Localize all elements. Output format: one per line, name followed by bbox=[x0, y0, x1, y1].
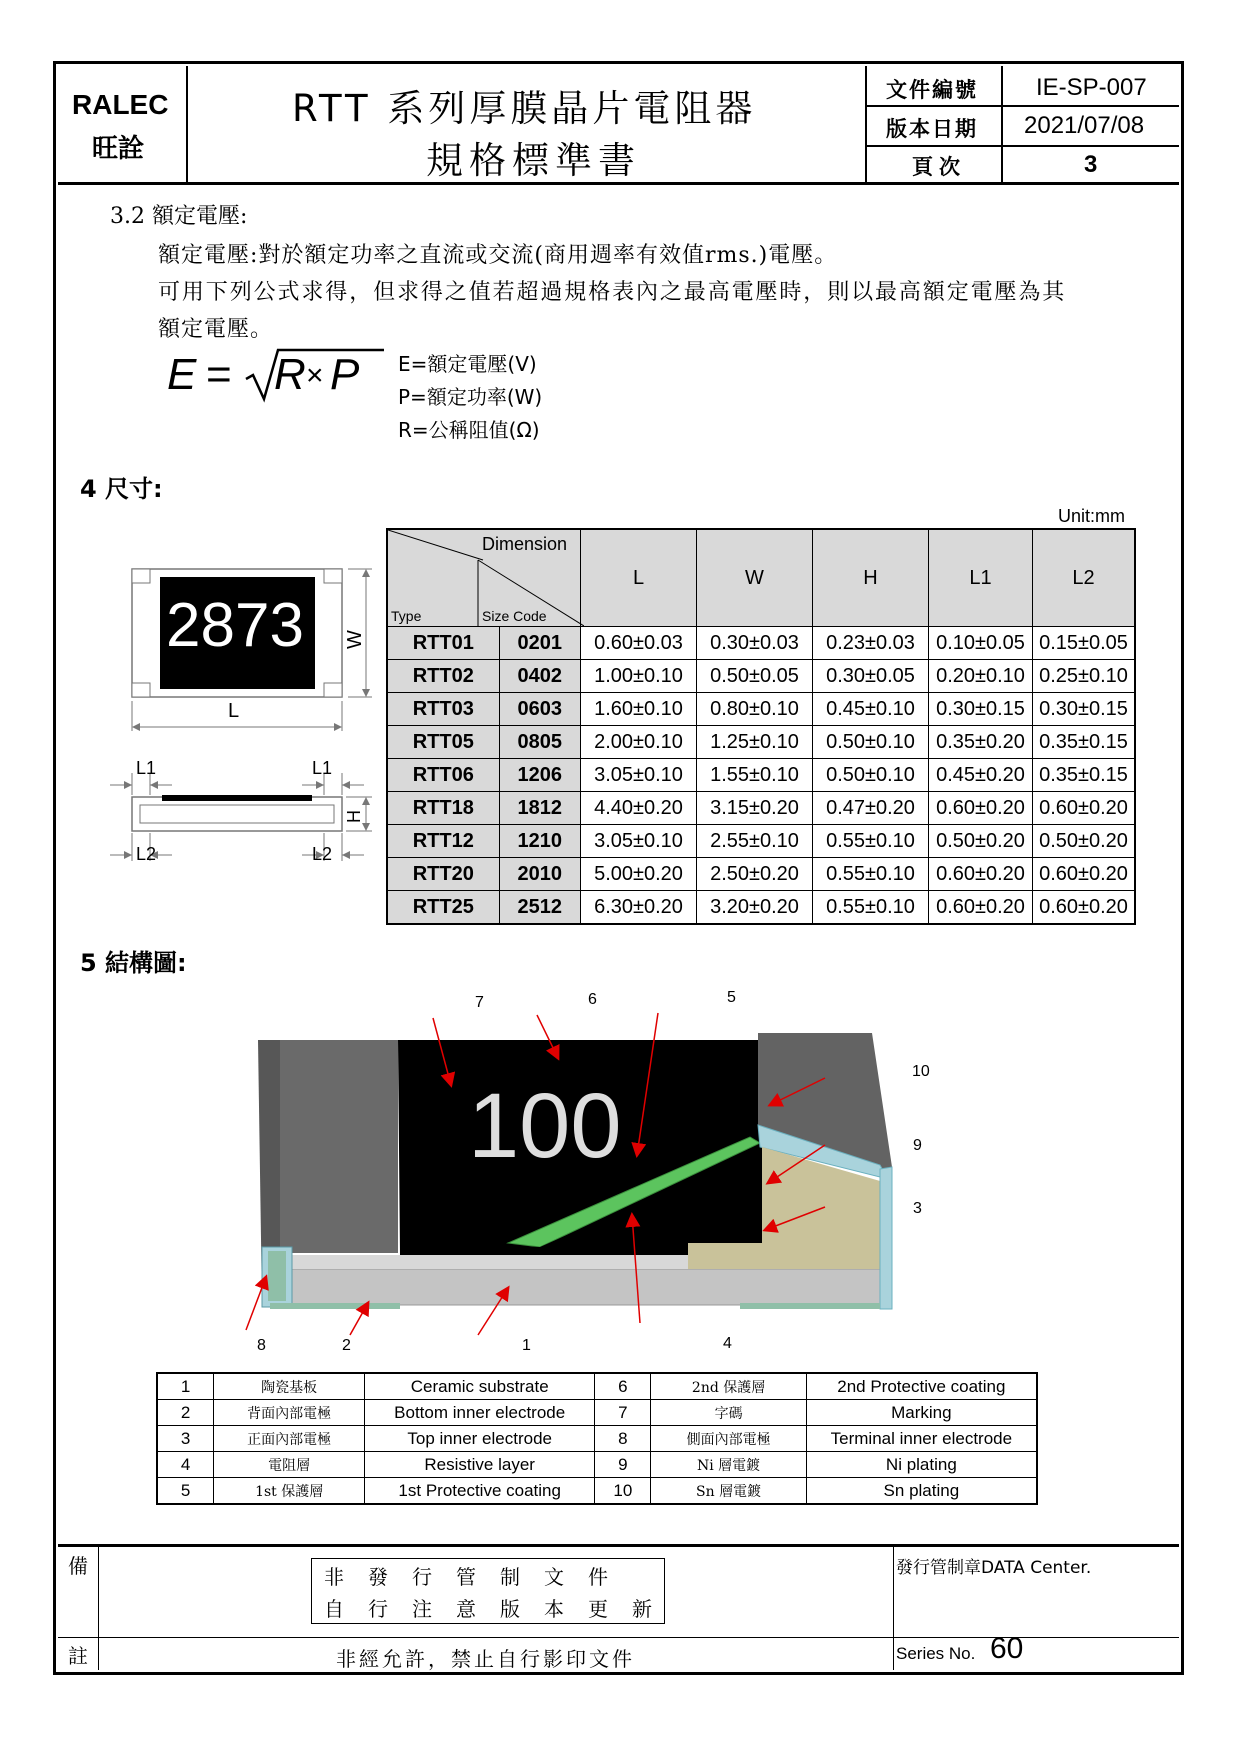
table-row bbox=[387, 792, 1135, 825]
dimension-value-cell: 0.80±0.10 bbox=[697, 693, 813, 726]
dimension-value-cell: 0.60±0.20 bbox=[929, 792, 1033, 825]
size-code-cell: 0402 bbox=[499, 660, 580, 693]
label-l1-left: L1 bbox=[136, 758, 157, 778]
part-number-cell: 1 bbox=[157, 1373, 214, 1400]
table-row bbox=[387, 858, 1135, 891]
part-number-cell: 9 bbox=[595, 1452, 651, 1478]
part-name-en-cell: Sn plating bbox=[806, 1478, 1037, 1505]
dimension-value-cell: 0.60±0.20 bbox=[929, 858, 1033, 891]
callout-3: 3 bbox=[913, 1200, 922, 1217]
part-name-en-cell: Resistive layer bbox=[365, 1452, 595, 1478]
part-name-en-cell: Bottom inner electrode bbox=[365, 1400, 595, 1426]
size-code-cell: 0805 bbox=[499, 726, 580, 759]
notice-char: 本 bbox=[544, 1596, 564, 1621]
dimension-value-cell: 6.30±0.20 bbox=[581, 891, 697, 925]
table-header-row bbox=[387, 529, 1135, 627]
dimension-value-cell: 0.20±0.10 bbox=[929, 660, 1033, 693]
dimension-value-cell: 0.60±0.20 bbox=[1033, 891, 1136, 925]
part-name-en-cell: Terminal inner electrode bbox=[806, 1426, 1037, 1452]
column-header: W bbox=[697, 529, 813, 627]
table-row bbox=[387, 693, 1135, 726]
notice-char: 版 bbox=[500, 1596, 520, 1621]
dimension-value-cell: 0.23±0.03 bbox=[813, 627, 929, 660]
notice-char: 自 bbox=[324, 1596, 344, 1621]
dimension-value-cell: 4.40±0.20 bbox=[581, 792, 697, 825]
size-code-cell: 2010 bbox=[499, 858, 580, 891]
dimension-value-cell: 0.30±0.15 bbox=[929, 693, 1033, 726]
notice-char: 制 bbox=[500, 1564, 520, 1589]
definition-e: E=額定電壓(V) bbox=[398, 352, 537, 376]
part-number-cell: 4 bbox=[157, 1452, 214, 1478]
dimension-value-cell: 0.50±0.10 bbox=[813, 726, 929, 759]
part-name-cn-cell: 陶瓷基板 bbox=[214, 1373, 365, 1400]
company-name-cn: 旺詮 bbox=[92, 134, 145, 164]
dimension-value-cell: 3.15±0.20 bbox=[697, 792, 813, 825]
dimension-value-cell: 0.50±0.05 bbox=[697, 660, 813, 693]
dimension-value-cell: 0.35±0.15 bbox=[1033, 759, 1136, 792]
issue-stamp-label: 發行管制章DATA Center. bbox=[896, 1558, 1092, 1578]
doc-no-label: 文件編號 bbox=[886, 78, 978, 102]
dimension-value-cell: 0.30±0.05 bbox=[813, 660, 929, 693]
formula-p: P bbox=[330, 350, 360, 399]
size-code-cell: 1206 bbox=[499, 759, 580, 792]
dimension-value-cell: 3.20±0.20 bbox=[697, 891, 813, 925]
dimension-value-cell: 0.45±0.20 bbox=[929, 759, 1033, 792]
part-number-cell: 2 bbox=[157, 1400, 214, 1426]
version-date-value: 2021/07/08 bbox=[1024, 112, 1145, 139]
formula bbox=[162, 345, 382, 405]
notes-label: 註 bbox=[68, 1644, 88, 1668]
paragraph-line: 可用下列公式求得，但求得之值若超過規格表內之最高電壓時，則以最高額定電壓為其 bbox=[158, 280, 1067, 305]
notice-char: 行 bbox=[368, 1596, 388, 1621]
part-name-en-cell: 2nd Protective coating bbox=[806, 1373, 1037, 1400]
dimension-value-cell: 0.55±0.10 bbox=[813, 858, 929, 891]
type-cell: RTT01 bbox=[387, 627, 499, 660]
notice-char: 更 bbox=[588, 1596, 608, 1621]
dimension-value-cell: 2.55±0.10 bbox=[697, 825, 813, 858]
type-cell: RTT25 bbox=[387, 891, 499, 925]
paragraph-line: 額定電壓:對於額定功率之直流或交流(商用週率有效值rms.)電壓。 bbox=[158, 243, 838, 268]
formula-times: × bbox=[306, 359, 324, 392]
dimension-value-cell: 1.55±0.10 bbox=[697, 759, 813, 792]
callout-6: 6 bbox=[588, 991, 597, 1008]
dimension-table bbox=[386, 528, 1136, 925]
size-code-cell: 0603 bbox=[499, 693, 580, 726]
notice-char: 管 bbox=[456, 1564, 476, 1589]
corner-dimension-label: Dimension bbox=[482, 534, 568, 554]
corner-type-label: Type bbox=[391, 608, 422, 624]
callout-9: 9 bbox=[913, 1137, 922, 1154]
corner-size-label: Size Code bbox=[482, 608, 547, 624]
size-code-cell: 1812 bbox=[499, 792, 580, 825]
part-number-cell: 5 bbox=[157, 1478, 214, 1505]
table-row bbox=[387, 825, 1135, 858]
size-code-cell: 0201 bbox=[499, 627, 580, 660]
parts-row bbox=[157, 1373, 1037, 1400]
dimension-value-cell: 0.60±0.03 bbox=[581, 627, 697, 660]
part-name-cn-cell: 側面內部電極 bbox=[651, 1426, 806, 1452]
part-number-cell: 8 bbox=[595, 1426, 651, 1452]
formula-equals: = bbox=[206, 350, 232, 399]
type-cell: RTT03 bbox=[387, 693, 499, 726]
part-name-cn-cell: 電阻層 bbox=[214, 1452, 365, 1478]
page-label: 頁次 bbox=[912, 155, 966, 179]
dimension-value-cell: 3.05±0.10 bbox=[581, 825, 697, 858]
notice-row bbox=[312, 1559, 665, 1592]
parts-row bbox=[157, 1478, 1037, 1505]
parts-row bbox=[157, 1426, 1037, 1452]
label-l1-right: L1 bbox=[312, 758, 333, 778]
parts-row bbox=[157, 1452, 1037, 1478]
notice-char: 行 bbox=[412, 1564, 432, 1589]
version-date-label: 版本日期 bbox=[886, 117, 978, 141]
table-row bbox=[387, 759, 1135, 792]
part-name-cn-cell: 1st 保護層 bbox=[214, 1478, 365, 1505]
table-row bbox=[387, 726, 1135, 759]
dimension-value-cell: 0.25±0.10 bbox=[1033, 660, 1136, 693]
callout-8: 8 bbox=[257, 1337, 266, 1354]
table-row bbox=[387, 627, 1135, 660]
notice-char: 發 bbox=[368, 1564, 388, 1589]
column-header: L1 bbox=[929, 529, 1033, 627]
callout-5: 5 bbox=[727, 989, 736, 1006]
part-name-cn-cell: 2nd 保護層 bbox=[651, 1373, 806, 1400]
dimension-value-cell: 1.00±0.10 bbox=[581, 660, 697, 693]
part-name-en-cell: 1st Protective coating bbox=[365, 1478, 595, 1505]
dimension-value-cell: 0.60±0.20 bbox=[929, 891, 1033, 925]
definition-r: R=公稱阻值(Ω) bbox=[398, 418, 540, 442]
dimension-value-cell: 1.60±0.10 bbox=[581, 693, 697, 726]
paragraph-line: 額定電壓。 bbox=[158, 317, 274, 342]
notice-char: 意 bbox=[456, 1596, 476, 1621]
dimension-value-cell: 0.30±0.03 bbox=[697, 627, 813, 660]
parts-table-body bbox=[157, 1373, 1037, 1504]
dimension-value-cell: 2.50±0.20 bbox=[697, 858, 813, 891]
part-number-cell: 10 bbox=[595, 1478, 651, 1505]
type-cell: RTT18 bbox=[387, 792, 499, 825]
type-cell: RTT06 bbox=[387, 759, 499, 792]
doc-subtitle: 規格標準書 bbox=[426, 139, 641, 182]
section-4-heading: 4 尺寸: bbox=[80, 475, 163, 503]
callout-7: 7 bbox=[475, 994, 484, 1011]
part-name-cn-cell: Ni 層電鍍 bbox=[651, 1452, 806, 1478]
chip-marking-2873: 2873 bbox=[166, 591, 304, 660]
dimension-value-cell: 3.05±0.10 bbox=[581, 759, 697, 792]
table-corner-cell bbox=[387, 529, 581, 627]
dimension-value-cell: 0.55±0.10 bbox=[813, 891, 929, 925]
label-w: W bbox=[343, 630, 366, 649]
part-name-en-cell: Ceramic substrate bbox=[365, 1373, 595, 1400]
dimension-value-cell: 0.50±0.10 bbox=[813, 759, 929, 792]
column-header: H bbox=[813, 529, 929, 627]
callout-1: 1 bbox=[522, 1337, 531, 1354]
column-header: L2 bbox=[1033, 529, 1136, 627]
dimension-value-cell: 0.60±0.20 bbox=[1033, 792, 1136, 825]
dimension-value-cell: 0.35±0.20 bbox=[929, 726, 1033, 759]
dimension-table-body bbox=[387, 627, 1135, 925]
dimension-value-cell: 0.50±0.20 bbox=[1033, 825, 1136, 858]
part-number-cell: 6 bbox=[595, 1373, 651, 1400]
part-name-cn-cell: 正面內部電極 bbox=[214, 1426, 365, 1452]
chip-marking-100: 100 bbox=[468, 1075, 622, 1177]
callout-2: 2 bbox=[342, 1337, 351, 1354]
dimension-value-cell: 0.30±0.15 bbox=[1033, 693, 1136, 726]
section-5-heading: 5 結構圖: bbox=[80, 949, 187, 977]
notice-char: 注 bbox=[412, 1596, 432, 1621]
dimension-value-cell: 0.47±0.20 bbox=[813, 792, 929, 825]
callout-10: 10 bbox=[912, 1063, 930, 1080]
dimension-value-cell: 5.00±0.20 bbox=[581, 858, 697, 891]
notice-char: 新 bbox=[632, 1596, 652, 1621]
type-cell: RTT05 bbox=[387, 726, 499, 759]
dimension-value-cell: 2.00±0.10 bbox=[581, 726, 697, 759]
part-name-cn-cell: 字碼 bbox=[651, 1400, 806, 1426]
part-name-en-cell: Marking bbox=[806, 1400, 1037, 1426]
part-name-cn-cell: Sn 層電鍍 bbox=[651, 1478, 806, 1505]
dimension-value-cell: 0.55±0.10 bbox=[813, 825, 929, 858]
table-row bbox=[387, 660, 1135, 693]
callout-4: 4 bbox=[723, 1335, 732, 1352]
formula-e: E bbox=[167, 350, 197, 399]
table-row bbox=[387, 891, 1135, 925]
dimension-value-cell: 0.10±0.05 bbox=[929, 627, 1033, 660]
part-name-en-cell: Ni plating bbox=[806, 1452, 1037, 1478]
control-notice bbox=[311, 1558, 665, 1624]
part-number-cell: 3 bbox=[157, 1426, 214, 1452]
type-cell: RTT20 bbox=[387, 858, 499, 891]
column-header: L bbox=[581, 529, 697, 627]
series-no-label: Series No. bbox=[896, 1644, 976, 1663]
dimension-value-cell: 1.25±0.10 bbox=[697, 726, 813, 759]
notice-char: 文 bbox=[544, 1564, 564, 1589]
part-number-cell: 7 bbox=[595, 1400, 651, 1426]
remarks-label: 備 bbox=[68, 1554, 88, 1578]
label-l: L bbox=[228, 700, 240, 722]
unit-label: Unit:mm bbox=[1058, 506, 1125, 526]
definition-p: P=額定功率(W) bbox=[398, 385, 543, 409]
label-l2-right: L2 bbox=[312, 844, 333, 864]
doc-title: RTT 系列厚膜晶片電阻器 bbox=[292, 87, 757, 130]
notice-row bbox=[312, 1591, 665, 1624]
series-no-value: 60 bbox=[990, 1632, 1024, 1665]
dimension-value-cell: 0.50±0.20 bbox=[929, 825, 1033, 858]
no-copy-notice: 非經允許，禁止自行影印文件 bbox=[336, 1647, 635, 1671]
size-code-cell: 1210 bbox=[499, 825, 580, 858]
type-cell: RTT02 bbox=[387, 660, 499, 693]
dimension-value-cell: 0.60±0.20 bbox=[1033, 858, 1136, 891]
dimension-value-cell: 0.15±0.05 bbox=[1033, 627, 1136, 660]
formula-r: R bbox=[274, 350, 306, 399]
label-l2-left: L2 bbox=[136, 844, 157, 864]
label-h: H bbox=[344, 810, 364, 823]
type-cell: RTT12 bbox=[387, 825, 499, 858]
parts-row bbox=[157, 1400, 1037, 1426]
parts-table bbox=[156, 1372, 1038, 1505]
dimension-value-cell: 0.45±0.10 bbox=[813, 693, 929, 726]
dimension-value-cell: 0.35±0.15 bbox=[1033, 726, 1136, 759]
notice-char: 非 bbox=[324, 1564, 344, 1589]
notice-char: 件 bbox=[588, 1564, 608, 1589]
doc-no-value: IE-SP-007 bbox=[1036, 74, 1147, 101]
section-heading: 3.2 額定電壓: bbox=[110, 204, 248, 229]
company-name-en: RALEC bbox=[72, 89, 169, 120]
page-value: 3 bbox=[1084, 151, 1098, 178]
part-name-en-cell: Top inner electrode bbox=[365, 1426, 595, 1452]
size-code-cell: 2512 bbox=[499, 891, 580, 925]
part-name-cn-cell: 背面內部電極 bbox=[214, 1400, 365, 1426]
